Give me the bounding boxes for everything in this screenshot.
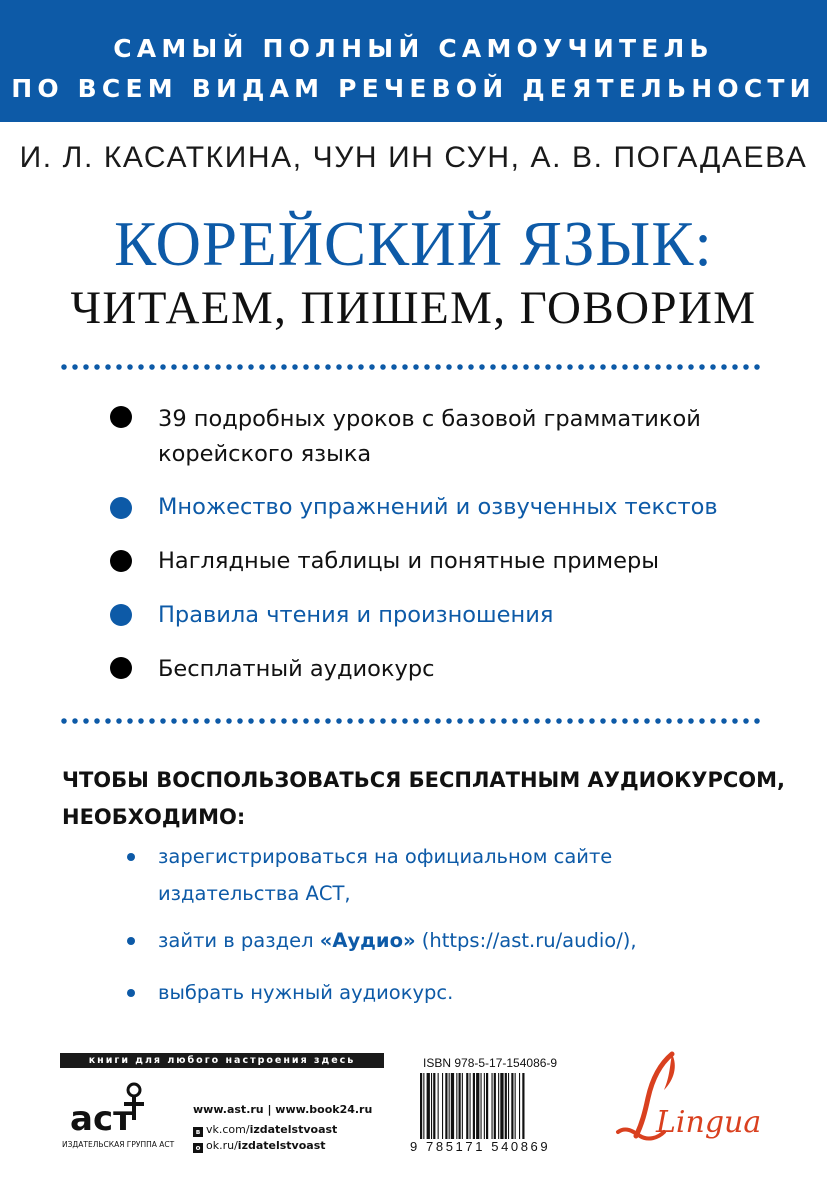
vk-url-prefix: vk.com/ xyxy=(206,1123,250,1136)
feature-item-5: Бесплатный аудиокурс xyxy=(158,656,435,682)
instructions-heading-line-2: НЕОБХОДИМО: xyxy=(62,805,246,829)
feature-1-line-1: 39 подробных уроков с базовой грамматикой xyxy=(158,406,701,432)
instructions-heading xyxy=(62,762,785,836)
ok-link[interactable] xyxy=(193,1139,326,1153)
authors: И. Л. КАСАТКИНА, ЧУН ИН СУН, А. В. ПОГАДАЕВА xyxy=(19,141,808,174)
step-2 xyxy=(158,922,637,959)
ast-logo-text: аст xyxy=(70,1099,133,1136)
ok-url-name: izdatelstvoast xyxy=(237,1139,326,1152)
feature-item-4: Правила чтения и произношения xyxy=(158,602,554,628)
bullet-dot xyxy=(110,604,132,626)
step-2-text: зайти в раздел xyxy=(158,929,320,952)
step-bullet xyxy=(127,937,135,945)
audio-section-name: «Аудио» xyxy=(319,929,416,952)
footer-tagline: книги для любого настроения здесь xyxy=(60,1053,384,1068)
vk-icon: в xyxy=(193,1127,203,1137)
step-bullet xyxy=(127,989,135,997)
step-bullet xyxy=(127,853,135,861)
lingua-logo xyxy=(612,1046,782,1146)
header-line-1: САМЫЙ ПОЛНЫЙ САМОУЧИТЕЛЬ xyxy=(113,34,714,63)
dotted-divider-top xyxy=(60,363,772,371)
step-1-line-2: издательства АСТ, xyxy=(158,882,351,905)
publisher-name: ИЗДАТЕЛЬСКАЯ ГРУППА АСТ xyxy=(62,1140,175,1149)
instructions-heading-line-1: ЧТОБЫ ВОСПОЛЬЗОВАТЬСЯ БЕСПЛАТНЫМ АУДИОКУРСОМ, xyxy=(62,768,785,792)
vk-link[interactable] xyxy=(193,1123,337,1137)
bullet-dot xyxy=(110,406,132,428)
audio-link-text: (https://ast.ru/audio/), xyxy=(415,929,637,952)
lingua-brand-text: Lingua xyxy=(656,1105,762,1140)
header-line-2: ПО ВСЕМ ВИДАМ РЕЧЕВОЙ ДЕЯТЕЛЬНОСТИ xyxy=(11,74,816,103)
bullet-dot xyxy=(110,550,132,572)
bullet-dot xyxy=(110,497,132,519)
website-links[interactable]: www.ast.ru | www.book24.ru xyxy=(193,1103,373,1116)
ok-url-prefix: ok.ru/ xyxy=(206,1139,238,1152)
feature-1-line-2: корейского языка xyxy=(158,441,372,467)
bullet-dot xyxy=(110,657,132,679)
step-1-line-1: зарегистрироваться на официальном сайте xyxy=(158,845,613,868)
step-1 xyxy=(158,838,612,912)
ast-logo xyxy=(68,1080,148,1136)
ok-icon: о xyxy=(193,1143,203,1153)
step-3: выбрать нужный аудиокурс. xyxy=(158,981,454,1004)
feature-item-2: Множество упражнений и озвученных текстов xyxy=(158,494,718,520)
feature-item-3: Наглядные таблицы и понятные примеры xyxy=(158,548,660,574)
isbn-text: ISBN 978-5-17-154086-9 xyxy=(423,1056,558,1070)
barcode-digits: 9 785171 540869 xyxy=(410,1139,551,1154)
book-title: КОРЕЙСКИЙ ЯЗЫК: xyxy=(114,209,713,279)
dotted-divider-bottom xyxy=(60,717,772,725)
vk-url-name: izdatelstvoast xyxy=(249,1123,338,1136)
book-subtitle: ЧИТАЕМ, ПИШЕМ, ГОВОРИМ xyxy=(70,282,757,334)
feature-item-1 xyxy=(158,402,701,472)
